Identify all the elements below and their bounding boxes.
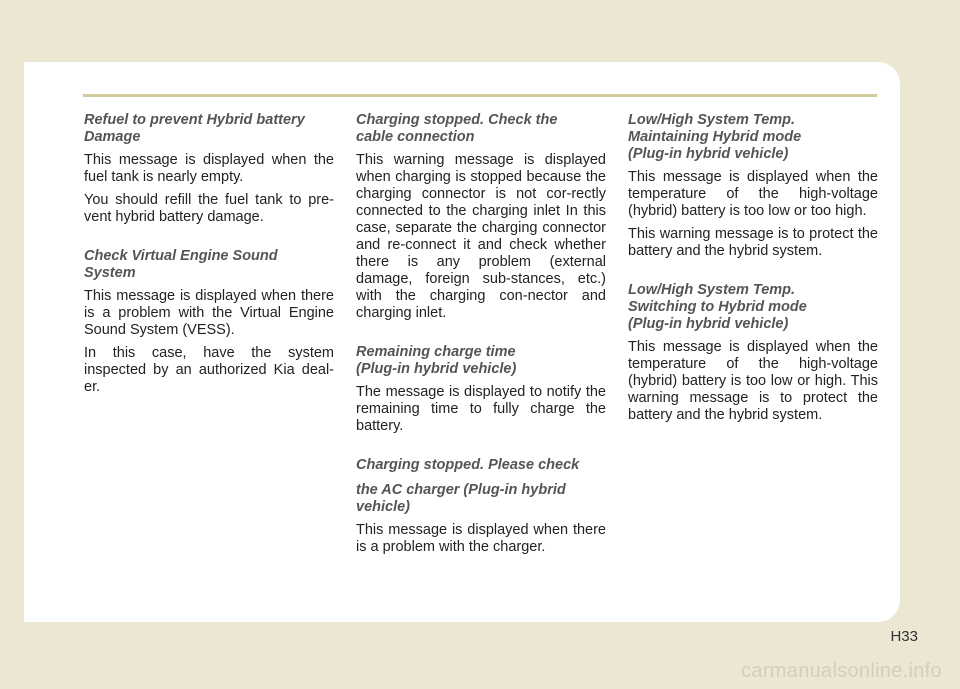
section-text-cable-connection: This warning message is displayed when charging is stopped because the charging connector is not cor-rectly connected to the charging inlet In this case, separate the charging connector and re-connect it and check whether there is any problem (external damage, foreign sub-stances, etc.) with the charging con-nector and charging inlet.	[356, 152, 606, 321]
section-text-remaining-charge: The message is displayed to notify the remaining time to fully charge the battery.	[356, 384, 606, 434]
section-text-refuel-1: This message is displayed when the fuel tank is nearly empty.	[84, 152, 334, 185]
section-text-check-ac-charger: This message is displayed when there is a problem with the charger.	[356, 522, 606, 555]
column-3	[628, 112, 878, 430]
header-rule	[83, 94, 877, 97]
section-text-vess-2: In this case, have the system inspected by an authorized Kia deal-er.	[84, 345, 334, 395]
section-text-refuel-2: You should refill the fuel tank to pre-vent hybrid battery damage.	[84, 192, 334, 225]
page-number: H33	[890, 628, 918, 645]
section-title-check-ac-charger-1: Charging stopped. Please check	[356, 457, 580, 473]
section-title-switching-hybrid: Low/High System Temp. Switching to Hybrid mode (Plug-in hybrid vehicle)	[628, 282, 807, 332]
column-2	[356, 112, 606, 562]
column-1	[84, 112, 334, 402]
section-title-cable-connection: Charging stopped. Check the cable connection	[356, 112, 558, 145]
section-text-vess-1: This message is displayed when there is a problem with the Virtual Engine Sound System (VESS).	[84, 288, 334, 338]
section-title-refuel: Refuel to prevent Hybrid battery Damage	[84, 112, 305, 145]
section-title-maintaining-hybrid: Low/High System Temp. Maintaining Hybrid mode (Plug-in hybrid vehicle)	[628, 112, 802, 162]
section-text-maintaining-hybrid-2: This warning message is to protect the battery and the hybrid system.	[628, 226, 878, 259]
watermark-text: carmanualsonline.info	[741, 660, 942, 682]
section-text-switching-hybrid: This message is displayed when the temperature of the high-voltage (hybrid) battery is too low or high. This warning message is to protect the battery and the hybrid system.	[628, 339, 878, 423]
section-title-check-ac-charger-2: the AC charger (Plug-in hybrid vehicle)	[356, 482, 566, 515]
section-title-vess: Check Virtual Engine Sound System	[84, 248, 278, 281]
section-title-remaining-charge: Remaining charge time (Plug-in hybrid vehicle)	[356, 344, 517, 377]
section-text-maintaining-hybrid-1: This message is displayed when the temperature of the high-voltage (hybrid) battery is too low or too high.	[628, 169, 878, 219]
